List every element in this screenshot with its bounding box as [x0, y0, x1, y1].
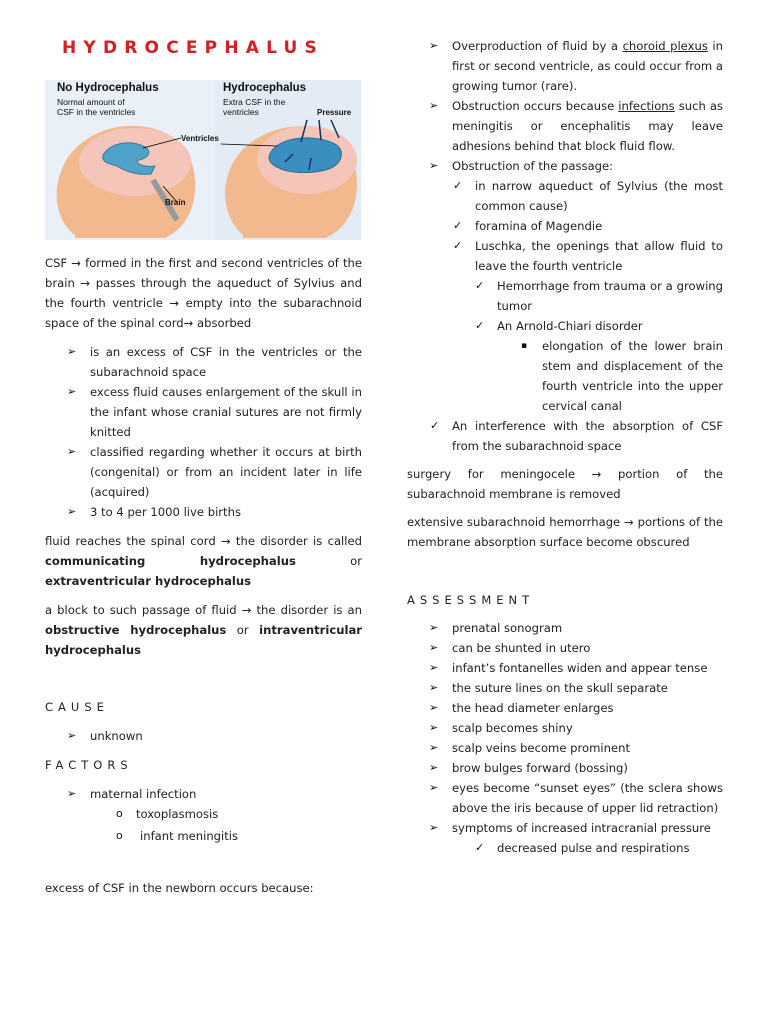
list-item: ➢ symptoms of increased intracranial pressure [452, 818, 723, 838]
check-icon: ✓ [453, 179, 463, 192]
arrow-bullet-icon: ➢ [429, 159, 439, 172]
list-item: ➢ Obstruction occurs because infections such as meningitis or encephalitis may leave adhesions behind that block fluid flow. [452, 96, 723, 156]
arrow-bullet-icon: ➢ [67, 345, 77, 358]
arrow-bullet-icon: ➢ [429, 721, 439, 734]
arrow-bullet-icon: ➢ [67, 787, 77, 800]
arrow-bullet-icon: ➢ [67, 445, 77, 458]
figure-pressure-label: Pressure [317, 108, 352, 117]
figure-brain-label: Brain [165, 198, 186, 207]
communicating-paragraph: fluid reaches the spinal cord → the disorder is called communicating hydrocephalus or extraventricular hydrocephalus [45, 534, 362, 588]
factors-list [67, 784, 362, 846]
list-item: o infant meningitis [140, 826, 362, 846]
list-item: ➢ the suture lines on the skull separate [452, 678, 723, 698]
hydrocephalus-figure [45, 80, 361, 240]
list-item: ➢ Overproduction of fluid by a choroid plexus in first or second ventricle, as could occur from a growing tumor (rare). [452, 36, 723, 96]
list-item: ➢ eyes become “sunset eyes” (the sclera shows above the iris because of upper lid retraction) [452, 778, 723, 818]
arrow-bullet-icon: ➢ [67, 505, 77, 518]
list-item: ➢ infant’s fontanelles widen and appear tense [452, 658, 723, 678]
list-item: ➢ unknown [90, 726, 362, 746]
list-item: ➢ is an excess of CSF in the ventricles or the subarachnoid space [90, 342, 362, 382]
figure-left-subtitle-1: Normal amount of [57, 97, 125, 107]
arrow-bullet-icon: ➢ [429, 641, 439, 654]
right-column-text [407, 36, 723, 858]
arrow-bullet-icon: ➢ [67, 385, 77, 398]
list-item: ▪ elongation of the lower brain stem and displacement of the fourth ventricle into the upper cervical canal [542, 336, 723, 416]
factors-heading: FACTORS [45, 758, 133, 772]
list-item: ➢ scalp becomes shiny [452, 718, 723, 738]
hemorrhage-paragraph: extensive subarachnoid hemorrhage → portions of the membrane absorption surface become obscured [407, 515, 723, 549]
list-item: ✓ in narrow aqueduct of Sylvius (the most common cause) [475, 176, 723, 216]
arrow-bullet-icon: ➢ [429, 661, 439, 674]
list-item: ➢ scalp veins become prominent [452, 738, 723, 758]
arrow-bullet-icon: ➢ [429, 99, 439, 112]
arrow-bullet-icon: ➢ [67, 729, 77, 742]
list-item: ✓ Luschka, the openings that allow fluid to leave the fourth ventricle [475, 236, 723, 276]
arrow-bullet-icon: ➢ [429, 39, 439, 52]
circle-bullet-icon: o [116, 807, 123, 820]
arrow-bullet-icon: ➢ [429, 701, 439, 714]
normal-head-icon [57, 126, 196, 238]
check-icon: ✓ [475, 319, 485, 332]
figure-ventricles-label: Ventricles [181, 134, 219, 143]
check-icon: ✓ [430, 419, 440, 432]
left-column-text [45, 253, 362, 898]
list-item: ✓ Hemorrhage from trauma or a growing tumor [497, 276, 723, 316]
check-icon: ✓ [453, 219, 463, 232]
list-item: ✓ decreased pulse and respirations [497, 838, 723, 858]
arrow-bullet-icon: ➢ [429, 681, 439, 694]
assessment-heading: ASSESSMENT [407, 593, 535, 607]
arrow-bullet-icon: ➢ [429, 621, 439, 634]
csf-flow-paragraph: CSF → formed in the first and second ventricles of the brain → passes through the aqueduct of Sylvius and the fourth ventricle → empty into the subarachnoid space of the spinal cord→ absorbed [45, 256, 362, 330]
figure-left-subtitle-2: CSF in the ventricles [57, 107, 136, 117]
figure-right-subtitle-1: Extra CSF in the [223, 97, 286, 107]
assessment-list [429, 618, 723, 858]
list-item: ➢ 3 to 4 per 1000 live births [90, 502, 362, 522]
check-icon: ✓ [475, 279, 485, 292]
list-item: ➢ prenatal sonogram [452, 618, 723, 638]
cause-heading: CAUSE [45, 700, 109, 714]
check-icon: ✓ [453, 239, 463, 252]
list-item: ✓ An interference with the absorption of CSF from the subarachnoid space [452, 416, 723, 456]
causes-list [429, 36, 723, 456]
newborn-paragraph: excess of CSF in the newborn occurs because: [45, 881, 314, 895]
list-item: ✓ An Arnold-Chiari disorder [497, 316, 723, 336]
hydrocephalus-head-icon [221, 120, 357, 238]
list-item: ➢ Obstruction of the passage: [452, 156, 723, 176]
figure-left-title: No Hydrocephalus [57, 82, 159, 94]
arrow-bullet-icon: ➢ [429, 781, 439, 794]
surgery-paragraph: surgery for meningocele → portion of the subarachnoid membrane is removed [407, 467, 723, 501]
arrow-bullet-icon: ➢ [429, 761, 439, 774]
cause-list [67, 726, 362, 746]
figure-right-subtitle-2: ventricles [223, 107, 259, 117]
check-icon: ✓ [475, 841, 485, 854]
definition-list [67, 342, 362, 522]
arrow-bullet-icon: ➢ [429, 741, 439, 754]
list-item: ➢ brow bulges forward (bossing) [452, 758, 723, 778]
obstructive-paragraph: a block to such passage of fluid → the disorder is an obstructive hydrocephalus or intraventricular hydrocephalus [45, 603, 363, 657]
list-item: ✓ foramina of Magendie [475, 216, 723, 236]
page-title: HYDROCEPHALUS [62, 38, 324, 58]
list-item: ➢ excess fluid causes enlargement of the skull in the infant whose cranial sutures are not firmly knitted [90, 382, 362, 442]
square-bullet-icon: ▪ [521, 341, 528, 351]
figure-right-title: Hydrocephalus [223, 82, 307, 94]
list-item: ➢ can be shunted in utero [452, 638, 723, 658]
circle-bullet-icon: o [116, 829, 123, 842]
list-item: ➢ the head diameter enlarges [452, 698, 723, 718]
list-item: ➢ maternal infection [90, 784, 362, 804]
list-item: o toxoplasmosis [136, 804, 362, 824]
arrow-bullet-icon: ➢ [429, 821, 439, 834]
list-item: ➢ classified regarding whether it occurs at birth (congenital) or from an incident later in life (acquired) [90, 442, 362, 502]
